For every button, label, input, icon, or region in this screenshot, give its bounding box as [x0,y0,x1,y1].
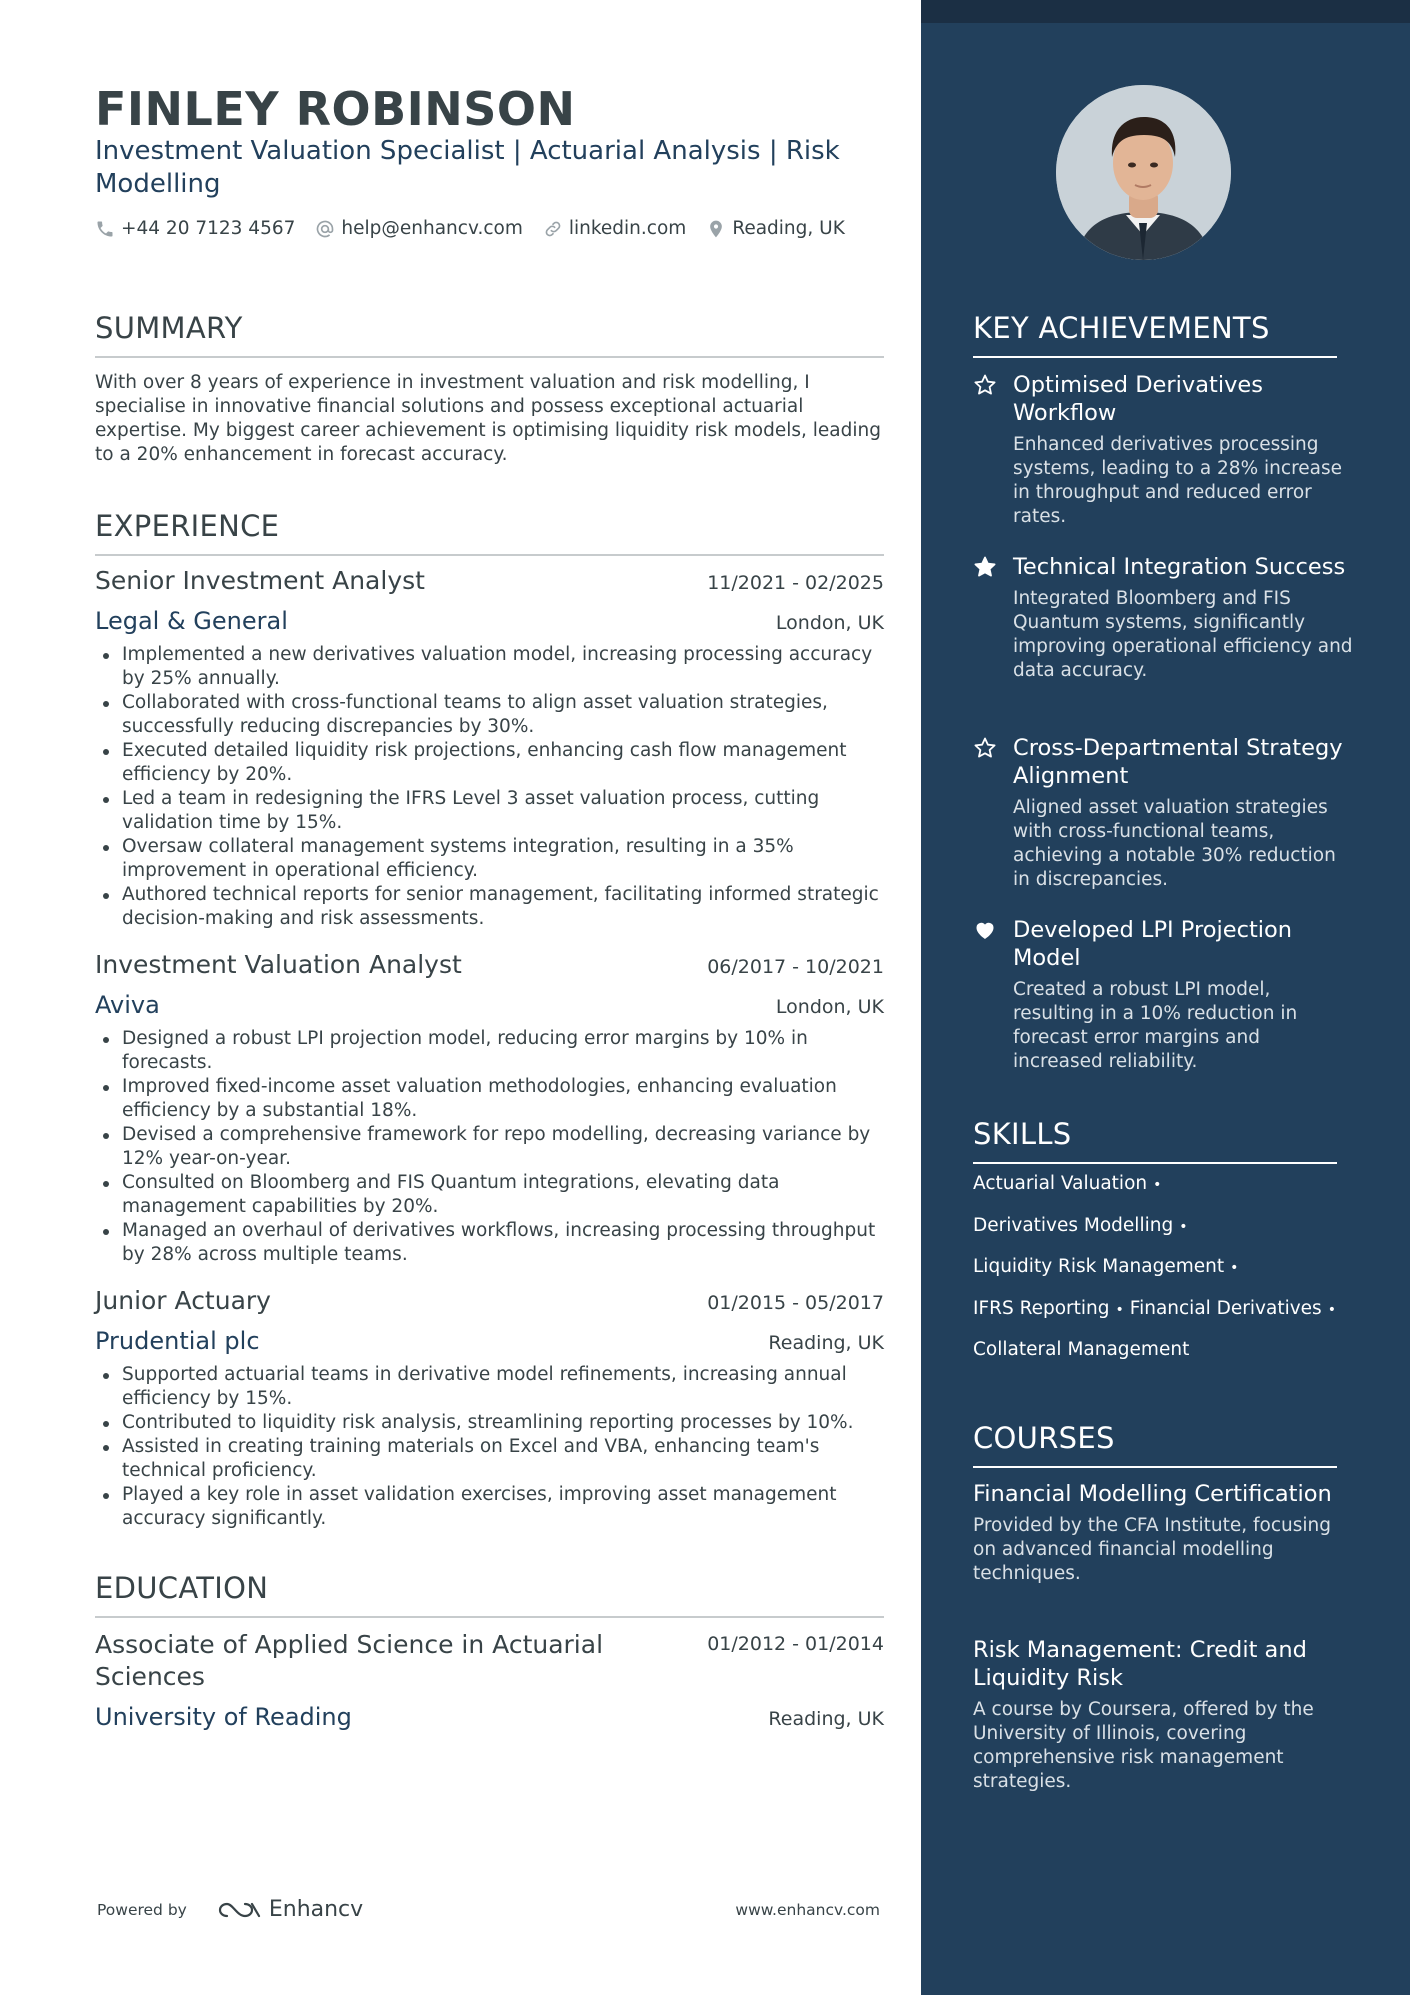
achievement-item [973,553,1353,683]
bullet-item: Oversaw collateral management systems integration, resulting in a 35% improvement in operational efficiency. [95,835,884,883]
achievement-item [973,916,1353,1074]
course-title: Risk Management: Credit and Liquidity Risk [973,1637,1307,1691]
separator-dot-icon: • [1327,1301,1336,1318]
company-name: Prudential plc [95,1327,260,1355]
profile-photo-icon [1056,85,1231,260]
job-bullets [95,1363,884,1531]
company-name: Aviva [95,991,160,1019]
achievements-heading: KEY ACHIEVEMENTS [973,310,1337,358]
star-filled-icon [973,555,997,579]
summary-heading: SUMMARY [95,310,884,358]
education-heading: EDUCATION [95,1570,884,1618]
brand-name: Enhancv [268,1897,364,1922]
achievement-item [973,371,1353,529]
achievement-item [973,734,1353,892]
location-text: Reading, UK [732,218,845,239]
achievement-title: Technical Integration Success [1013,554,1346,580]
skill-tag: Actuarial Valuation [973,1173,1148,1194]
separator-dot-icon: • [1153,1177,1162,1193]
skills-heading: SKILLS [973,1116,1337,1164]
separator-dot-icon: • [1115,1301,1124,1318]
bullet-item: Led a team in redesigning the IFRS Level 3 asset valuation process, cutting validation time by 15%. [95,787,884,835]
degree-title: Associate of Applied Science in Actuarial Sciences [95,1630,604,1691]
candidate-name: FINLEY ROBINSON [95,82,576,136]
education-location: Reading, UK [768,1708,884,1730]
bullet-item: Designed a robust LPI projection model, reducing error margins by 10% in forecasts. [95,1027,884,1075]
sidebar [921,0,1410,1995]
phone-icon [95,219,115,239]
contact-bar [95,218,865,239]
skill-tag: IFRS Reporting [973,1297,1110,1319]
job-bullets [95,1027,884,1267]
course-item [973,1480,1353,1586]
star-outline-icon [973,373,997,397]
achievement-desc: Integrated Bloomberg and FIS Quantum systems, significantly improving operational efficiency and data accuracy. [1013,588,1353,681]
separator-dot-icon: • [1230,1260,1239,1276]
summary-text: With over 8 years of experience in investment valuation and risk modelling, I specialise in innovative financial solutions and possess exceptional actuarial expertise. My biggest career achievement is optimising liquidity risk models, leading to a 20% enhancement in forecast accuracy. [95,372,881,465]
job-title: Senior Investment Analyst [95,566,425,595]
bullet-item: Played a key role in asset validation exercises, improving asset management accuracy significantly. [95,1483,884,1531]
company-name: Legal & General [95,607,288,635]
bullet-item: Devised a comprehensive framework for repo modelling, decreasing variance by 12% year-on-year. [95,1123,884,1171]
job-dates: 01/2015 - 05/2017 [707,1292,884,1314]
contact-email[interactable] [315,218,522,239]
separator-dot-icon: • [1179,1218,1188,1235]
contact-phone[interactable] [95,218,295,239]
bullet-item: Supported actuarial teams in derivative model refinements, increasing annual efficiency by 15%. [95,1363,884,1411]
job-location: London, UK [775,612,884,634]
email-text: help@enhancv.com [341,218,523,239]
course-title: Financial Modelling Certification [973,1481,1332,1507]
phone-text: +44 20 7123 4567 [121,218,296,239]
job-entry [95,949,884,1267]
course-item [973,1636,1353,1794]
website-text: linkedin.com [568,218,687,239]
education-dates: 01/2012 - 01/2014 [707,1633,884,1655]
bullet-item: Consulted on Bloomberg and FIS Quantum integrations, elevating data management capabilities by 20%. [95,1171,884,1219]
powered-by-label: Powered by [97,1900,187,1919]
achievement-desc: Created a robust LPI model, resulting in a 10% reduction in forecast error margins and increased reliability. [1013,979,1298,1072]
job-title: Junior Actuary [95,1286,271,1315]
bullet-item: Contributed to liquidity risk analysis, streamlining reporting processes by 10%. [95,1411,884,1435]
job-entry [95,1285,884,1531]
job-entry [95,565,884,931]
job-title: Investment Valuation Analyst [95,950,462,979]
powered-by [97,1897,363,1922]
skill-tag: Liquidity Risk Management [973,1256,1225,1277]
bullet-item: Improved fixed-income asset valuation methodologies, enhancing evaluation efficiency by a substantial 18%. [95,1075,884,1123]
job-location: Reading, UK [768,1332,884,1354]
bullet-item: Executed detailed liquidity risk projections, enhancing cash flow management efficiency by 20%. [95,739,884,787]
skill-tag: Financial Derivatives [1129,1297,1322,1319]
job-bullets [95,643,884,931]
sidebar-top-strip [921,0,1410,23]
skill-tag: Collateral Management [973,1339,1190,1360]
course-desc: A course by Coursera, offered by the University of Illinois, covering comprehensive risk management strategies. [973,1699,1314,1792]
achievement-desc: Aligned asset valuation strategies with cross-functional teams, achieving a notable 30% reduction in discrepancies. [1013,797,1336,890]
achievement-title: Developed LPI Projection Model [1013,917,1293,971]
experience-heading: EXPERIENCE [95,508,884,556]
bullet-item: Authored technical reports for senior management, facilitating informed strategic decision-making and risk assessments. [95,883,884,931]
contact-location [706,218,845,239]
bullet-item: Assisted in creating training materials on Excel and VBA, enhancing team's technical proficiency. [95,1435,884,1483]
achievement-title: Cross-Departmental Strategy Alignment [1013,735,1343,789]
education-entry [95,1629,884,1733]
at-icon [315,219,335,239]
achievement-title: Optimised Derivatives Workflow [1013,372,1263,426]
school-name: University of Reading [95,1703,352,1731]
enhancv-logo[interactable] [215,1897,363,1922]
heart-icon [973,918,997,942]
bullet-item: Collaborated with cross-functional teams to align asset valuation strategies, successfully reducing discrepancies by 30%. [95,691,884,739]
bullet-item: Implemented a new derivatives valuation model, increasing processing accuracy by 25% annually. [95,643,884,691]
skills-list [973,1172,1353,1379]
avatar [1056,85,1231,260]
courses-heading: COURSES [973,1420,1337,1468]
course-desc: Provided by the CFA Institute, focusing on advanced financial modelling techniques. [973,1515,1331,1584]
headline: Investment Valuation Specialist | Actuarial Analysis | Risk Modelling [95,136,840,199]
job-dates: 06/2017 - 10/2021 [707,956,884,978]
bullet-item: Managed an overhaul of derivatives workflows, increasing processing throughput by 28% across multiple teams. [95,1219,884,1267]
footer-url[interactable]: www.enhancv.com [735,1900,880,1919]
contact-website[interactable] [543,218,686,239]
infinity-logo-icon [215,1898,263,1922]
link-icon [543,219,563,239]
location-pin-icon [706,219,726,239]
skill-tag: Derivatives Modelling [973,1214,1174,1236]
star-outline-icon [973,736,997,760]
job-location: London, UK [775,996,884,1018]
footer [97,1897,880,1922]
achievement-desc: Enhanced derivatives processing systems, leading to a 28% increase in throughput and reduced error rates. [1013,434,1343,527]
job-dates: 11/2021 - 02/2025 [707,572,884,594]
